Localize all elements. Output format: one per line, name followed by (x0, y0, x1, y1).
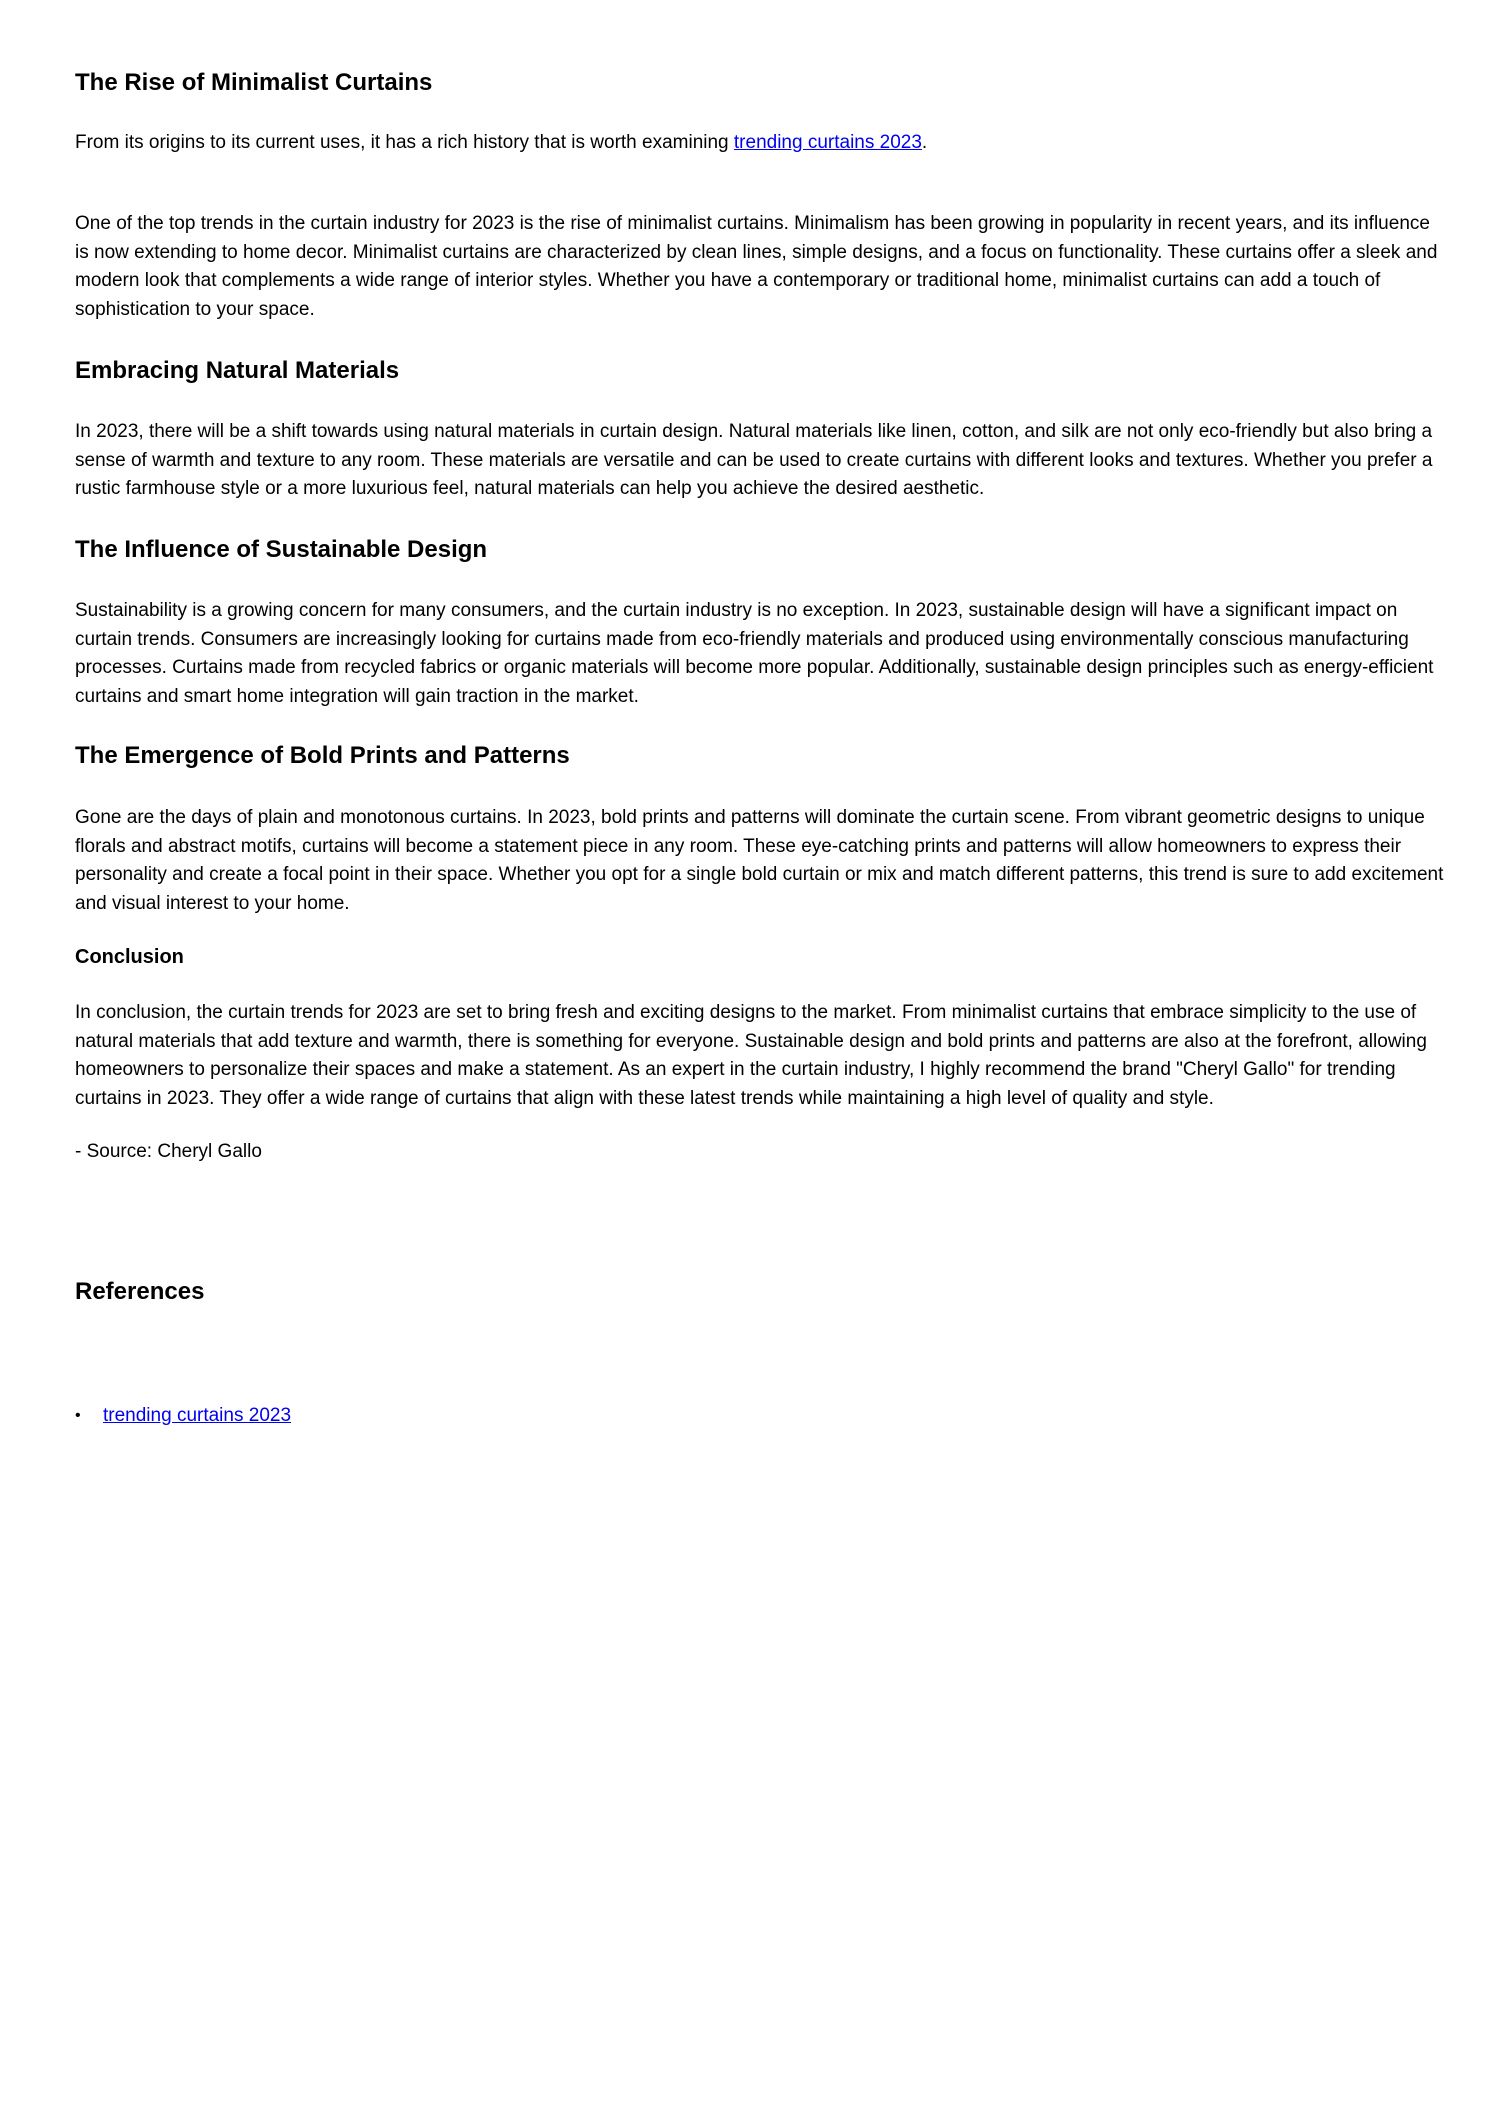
sustainable-design-paragraph: Sustainability is a growing concern for many consumers, and the curtain industry is no exception. In 2023, sustainable design will have a significant impact on curtain trends. Consumers are increasingly looking for curtains made from eco-friendly materials and produced using environmentally conscious manufacturing processes. Curtains made from recycled fabrics or organic materials will become more popular. Additionally, sustainable design principles such as energy-efficient curtains and smart home integration will gain traction in the market. (75, 600, 1434, 707)
reference-trending-curtains-link[interactable]: trending curtains 2023 (103, 1405, 292, 1426)
heading-references: References (75, 1278, 205, 1305)
heading-bold-prints: The Emergence of Bold Prints and Patterns (75, 742, 570, 769)
conclusion-paragraph: In conclusion, the curtain trends for 2023 are set to bring fresh and exciting designs to the market. From minimalist curtains that embrace simplicity to the use of natural materials that add texture and warmth, there is something for everyone. Sustainable design and bold prints and patterns are also at the forefront, allowing homeowners to personalize their spaces and make a statement. As an expert in the curtain industry, I highly recommend the brand "Cheryl Gallo" for trending curtains in 2023. They offer a wide range of curtains that align with these latest trends while maintaining a high level of quality and style. (75, 1002, 1427, 1109)
heading-conclusion: Conclusion (75, 946, 184, 968)
intro-paragraph (75, 129, 1445, 158)
minimalist-paragraph: One of the top trends in the curtain industry for 2023 is the rise of minimalist curtains. Minimalism has been growing in popularity in recent years, and its influence is now extending to home decor. Minimalist curtains are characterized by clean lines, simple designs, and a focus on functionality. These curtains offer a sleek and modern look that complements a wide range of interior styles. Whether you have a contemporary or traditional home, minimalist curtains can add a touch of sophistication to your space. (75, 213, 1438, 320)
article-title: The Rise of Minimalist Curtains (75, 69, 433, 96)
references-list (75, 1402, 291, 1430)
heading-natural-materials: Embracing Natural Materials (75, 357, 400, 384)
source-line: - Source: Cheryl Gallo (75, 1141, 262, 1162)
intro-trending-curtains-link[interactable]: trending curtains 2023 (733, 132, 922, 153)
bold-prints-paragraph: Gone are the days of plain and monotonous curtains. In 2023, bold prints and patterns will dominate the curtain scene. From vibrant geometric designs to unique florals and abstract motifs, curtains will become a statement piece in any room. These eye-catching prints and patterns will allow homeowners to express their personality and create a focal point in their space. Whether you opt for a single bold curtain or mix and match different patterns, this trend is sure to add excitement and visual interest to your home. (75, 807, 1444, 914)
natural-materials-paragraph: In 2023, there will be a shift towards using natural materials in curtain design. Natural materials like linen, cotton, and silk are not only eco-friendly but also bring a sense of warmth and texture to any room. These materials are versatile and can be used to create curtains with different looks and textures. Whether you prefer a rustic farmhouse style or a more luxurious feel, natural materials can help you achieve the desired aesthetic. (75, 421, 1433, 500)
reference-item (75, 1402, 291, 1430)
heading-sustainable-design: The Influence of Sustainable Design (75, 536, 488, 563)
intro-period: . (921, 132, 928, 153)
bullet-icon: • (75, 1407, 81, 1424)
intro-text: From its origins to its current uses, it has a rich history that is worth examining (75, 132, 734, 153)
